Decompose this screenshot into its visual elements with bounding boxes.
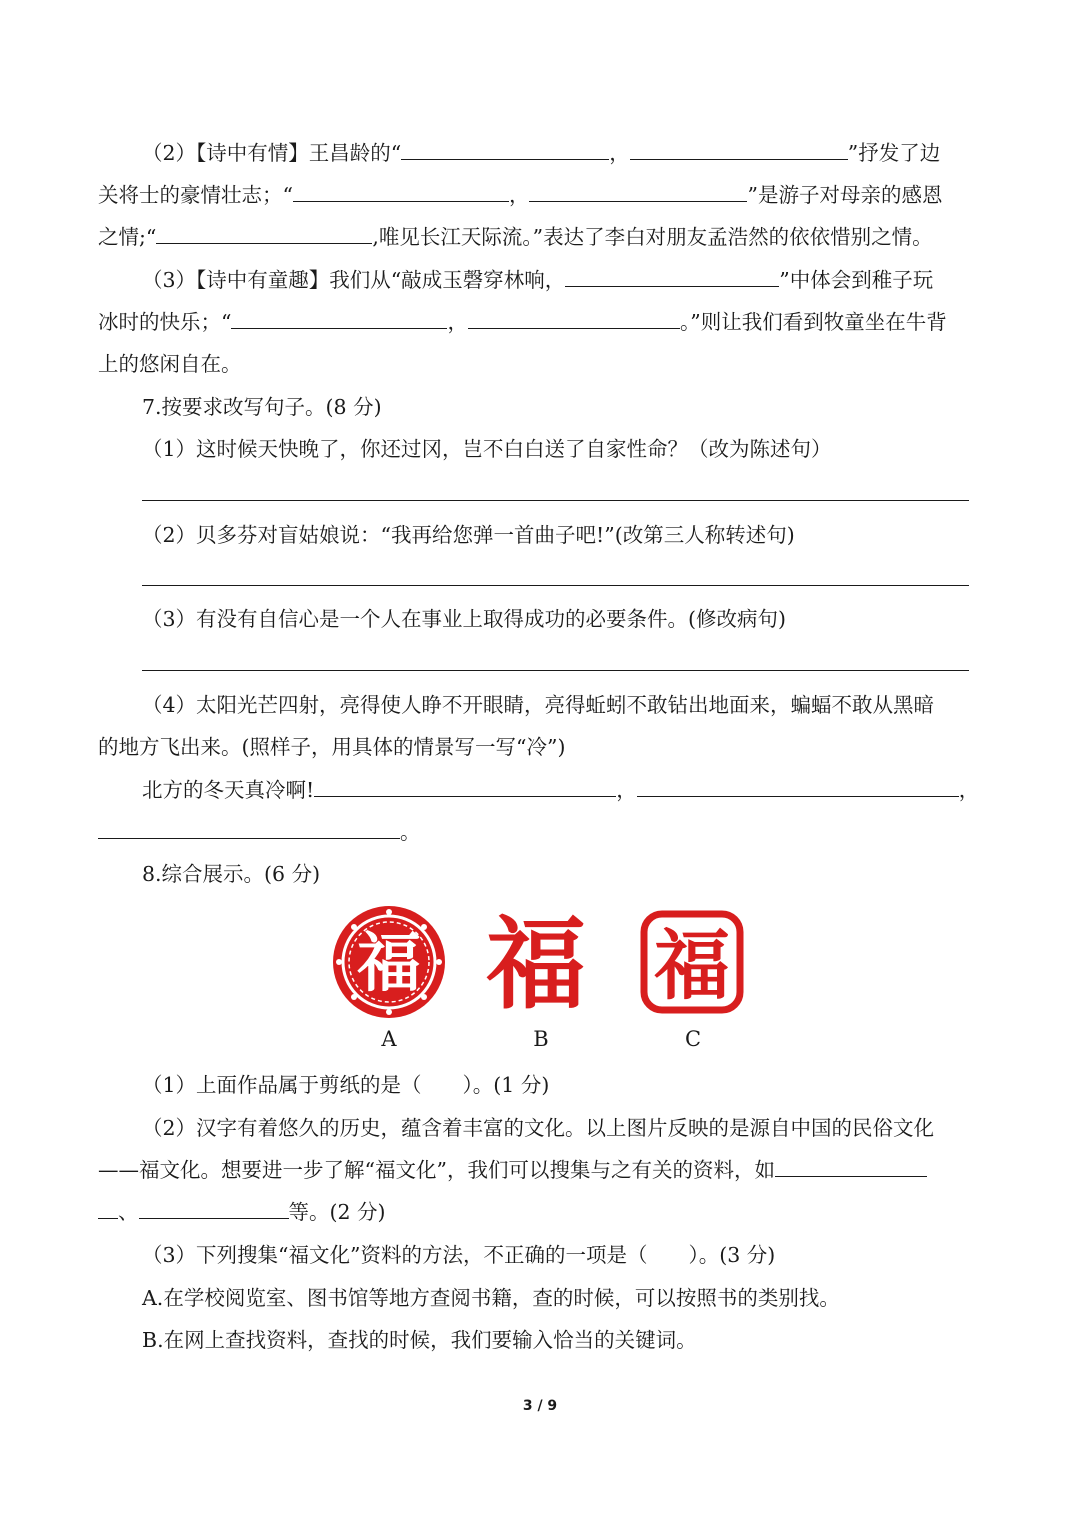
answer-blank[interactable]	[98, 818, 400, 839]
page-number: 3 / 9	[522, 1398, 558, 1414]
q7-1-answer-line[interactable]	[142, 500, 969, 501]
answer-blank[interactable]	[637, 776, 959, 797]
q6-3-line3: 上的悠闲自在。	[98, 352, 242, 376]
fu-papercut-image-a	[328, 903, 450, 1021]
answer-blank[interactable]	[401, 139, 609, 160]
q7-4-line1: （4）太阳光芒四射，亮得使人睁不开眼睛，亮得蚯蚓不敢钻出地面来，蝙蝠不敢从黑暗	[142, 693, 935, 717]
q6-2-line2: 关将士的豪情壮志；“ ， ”是游子对母亲的感恩	[98, 183, 943, 207]
q6-3-line1: （3）【诗中有童趣】我们从“敲成玉磬穿林响， ”中体会到稚子玩	[142, 268, 934, 292]
figure-label-b: B	[533, 1027, 549, 1051]
fu-glyph: 福	[357, 926, 421, 1001]
q7-3-answer-line[interactable]	[142, 670, 969, 671]
q7-4-line3: 北方的冬天真冷啊! ， ，	[142, 778, 980, 802]
q6-2-line1: （2）【诗中有情】王昌龄的“ ， ”抒发了边	[142, 141, 941, 165]
q8-3-option-a: A.在学校阅览室、图书馆等地方查阅书籍，查的时候，可以按照书的类别找。	[142, 1286, 840, 1310]
answer-blank[interactable]	[139, 1198, 289, 1219]
q8-3-prompt: （3）下列搜集“福文化”资料的方法，不正确的一项是（ ）。(3 分)	[142, 1243, 776, 1267]
q7-3-prompt: （3）有没有自信心是一个人在事业上取得成功的必要条件。(修改病句)	[142, 607, 787, 631]
q8-1-prompt: （1）上面作品属于剪纸的是（ ）。(1 分)	[142, 1073, 550, 1097]
figure-label-a: A	[381, 1027, 397, 1051]
q8-2-line3: 、 等。(2 分)	[98, 1197, 983, 1227]
fu-glyph: 福	[654, 921, 730, 1010]
q8-title: 8.综合展示。(6 分)	[142, 862, 321, 886]
q8-3-option-b: B.在网上查找资料，查找的时候，我们要输入恰当的关键词。	[142, 1328, 697, 1352]
q7-4-line4: 。	[98, 817, 983, 847]
q8-2-line2: ——福文化。想要进一步了解“福文化”，我们可以搜集与之有关的资料，如	[98, 1155, 983, 1185]
answer-blank[interactable]	[565, 266, 779, 287]
q7-2-answer-line[interactable]	[142, 585, 969, 586]
answer-blank[interactable]	[468, 308, 680, 329]
answer-blank[interactable]	[231, 308, 447, 329]
figure-label-c: C	[684, 1027, 702, 1051]
fu-calligraphy-image-b	[484, 905, 588, 1019]
answer-blank[interactable]	[156, 223, 372, 244]
q6-3-line2: 冰时的快乐；“ ， 。”则让我们看到牧童坐在牛背	[98, 310, 947, 334]
q7-1-prompt: （1）这时候天快晚了，你还过冈，岂不白白送了自家性命？（改为陈述句）	[142, 437, 832, 461]
q7-title: 7.按要求改写句子。(8 分)	[142, 395, 382, 419]
answer-blank[interactable]	[630, 139, 848, 160]
fu-seal-image-c	[640, 910, 744, 1014]
q7-2-prompt: （2）贝多芬对盲姑娘说：“我再给您弹一首曲子吧!”(改第三人称转述句)	[142, 523, 795, 547]
q8-2-line1: （2）汉字有着悠久的历史，蕴含着丰富的文化。以上图片反映的是源自中国的民俗文化	[142, 1116, 935, 1140]
q6-2-line3: 之情;“ ,唯见长江天际流。”表达了李白对朋友孟浩然的依依惜别之情。	[98, 225, 933, 249]
answer-blank[interactable]	[314, 776, 616, 797]
q7-4-line2: 的地方飞出来。(照样子，用具体的情景写一写“冷”)	[98, 735, 566, 759]
answer-blank[interactable]	[775, 1156, 927, 1177]
answer-blank[interactable]	[529, 181, 747, 202]
answer-blank[interactable]	[98, 1198, 118, 1219]
answer-blank[interactable]	[293, 181, 509, 202]
fu-glyph: 福	[486, 905, 586, 1019]
